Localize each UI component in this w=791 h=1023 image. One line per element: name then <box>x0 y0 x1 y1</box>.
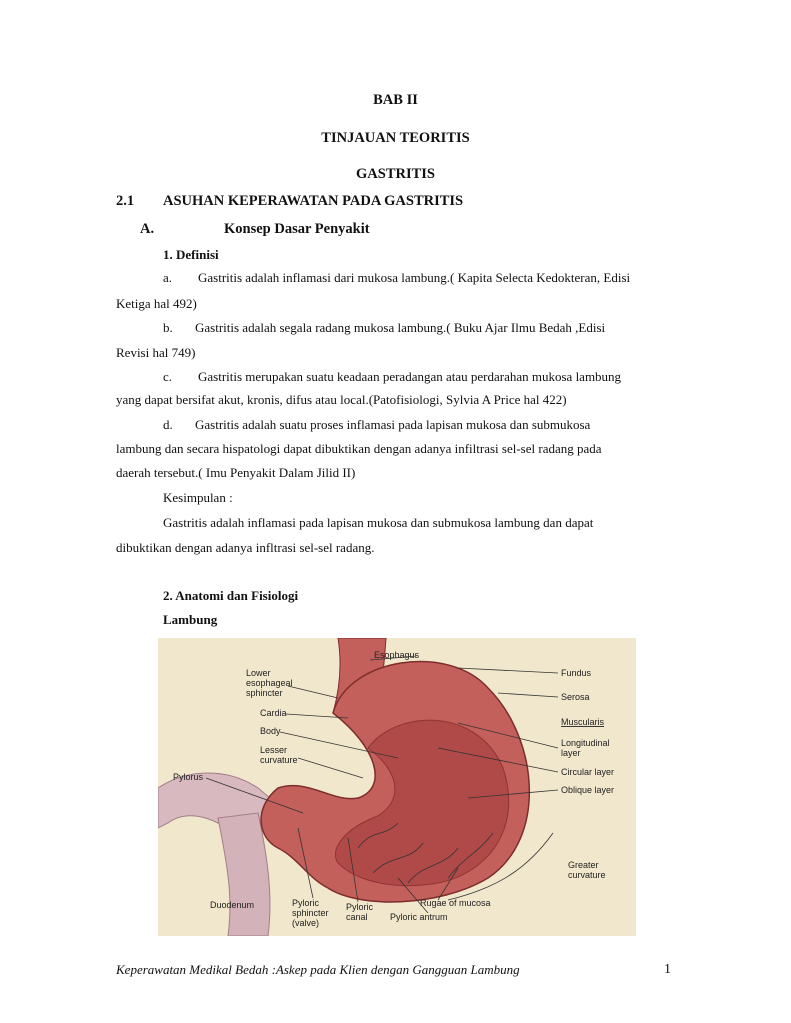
label-lower-3: sphincter <box>246 688 283 698</box>
kesimpulan-label: Kesimpulan : <box>163 490 233 505</box>
item-a-line2: Ketiga hal 492) <box>116 296 197 311</box>
stomach-illustration <box>158 638 636 936</box>
kesimpulan-line1: Gastritis adalah inflamasi pada lapisan mukosa dan submukosa lambung dan dapat <box>163 515 594 530</box>
item-c-line1: Gastritis merupakan suatu keadaan peradangan atau perdarahan mukosa lambung <box>198 369 622 384</box>
label-muscularis: Muscularis <box>561 717 605 727</box>
item-b-line1: Gastritis adalah segala radang mukosa lambung.( Buku Ajar Ilmu Bedah ,Edisi <box>195 320 606 335</box>
label-cardia: Cardia <box>260 708 287 718</box>
item-b-letter: b. <box>163 320 173 335</box>
subsection-letter: A. <box>140 221 155 237</box>
stomach-anatomy-figure <box>158 638 636 936</box>
page-number: 1 <box>664 962 671 977</box>
label-fundus: Fundus <box>561 668 592 678</box>
label-pylorus: Pylorus <box>173 772 204 782</box>
label-greater-2: curvature <box>568 870 606 880</box>
item-c-letter: c. <box>163 369 173 384</box>
label-pyloric-sphincter-2: sphincter <box>292 908 329 918</box>
label-greater-1: Greater <box>568 860 599 870</box>
label-lesser-2: curvature <box>260 755 298 765</box>
chapter-title: BAB II <box>373 92 418 108</box>
subsection-title: Konsep Dasar Penyakit <box>224 221 370 237</box>
item-d-line2: lambung dan secara hispatologi dapat dibuktikan dengan adanya infiltrasi sel-sel radang pada <box>116 441 602 456</box>
item-b-line2: Revisi hal 749) <box>116 345 196 360</box>
item-c-line2: yang dapat bersifat akut, kronis, difus atau local.(Patofisiologi, Sylvia A Price hal 422) <box>116 392 567 407</box>
item-a-letter: a. <box>163 270 173 285</box>
section-number: 2.1 <box>116 193 135 209</box>
label-serosa: Serosa <box>561 692 590 702</box>
label-pyloric-canal-2: canal <box>346 912 368 922</box>
label-lower-1: Lower <box>246 668 271 678</box>
item-d-line3: daerah tersebut.( Imu Penyakit Dalam Jilid II) <box>116 465 356 480</box>
label-longitudinal-1: Longitudinal <box>561 738 610 748</box>
label-rugae: Rugae of mucosa <box>420 898 491 908</box>
label-body: Body <box>260 726 281 736</box>
label-pyloric-sphincter-1: Pyloric <box>292 898 320 908</box>
label-oblique: Oblique layer <box>561 785 615 795</box>
anatomi-heading: 2. Anatomi dan Fisiologi <box>163 588 299 603</box>
chapter-subtitle: TINJAUAN TEORITIS <box>321 130 470 146</box>
kesimpulan-line2: dibuktikan dengan adanya infltrasi sel-sel radang. <box>116 540 375 555</box>
section-title: ASUHAN KEPERAWATAN PADA GASTRITIS <box>163 193 464 209</box>
label-pyloric-canal-1: Pyloric <box>346 902 374 912</box>
definisi-heading: 1. Definisi <box>163 247 219 262</box>
label-duodenum: Duodenum <box>210 900 255 910</box>
lambung-heading: Lambung <box>163 612 218 627</box>
label-longitudinal-2: layer <box>561 748 581 758</box>
label-lower-2: esophageal <box>246 678 293 688</box>
item-a-line1: Gastritis adalah inflamasi dari mukosa lambung.( Kapita Selecta Kedokteran, Edisi <box>198 270 631 285</box>
topic-title: GASTRITIS <box>356 166 435 182</box>
label-circular: Circular layer <box>561 767 615 777</box>
label-pyloric-sphincter-3: (valve) <box>292 918 320 928</box>
item-d-letter: d. <box>163 417 173 432</box>
item-d-line1: Gastritis adalah suatu proses inflamasi pada lapisan mukosa dan submukosa <box>195 417 591 432</box>
label-pyloric-antrum: Pyloric antrum <box>390 912 448 922</box>
label-lesser-1: Lesser <box>260 745 288 755</box>
footer-title: Keperawatan Medikal Bedah :Askep pada Klien dengan Gangguan Lambung <box>116 962 520 977</box>
label-esophagus: Esophagus <box>374 650 420 660</box>
